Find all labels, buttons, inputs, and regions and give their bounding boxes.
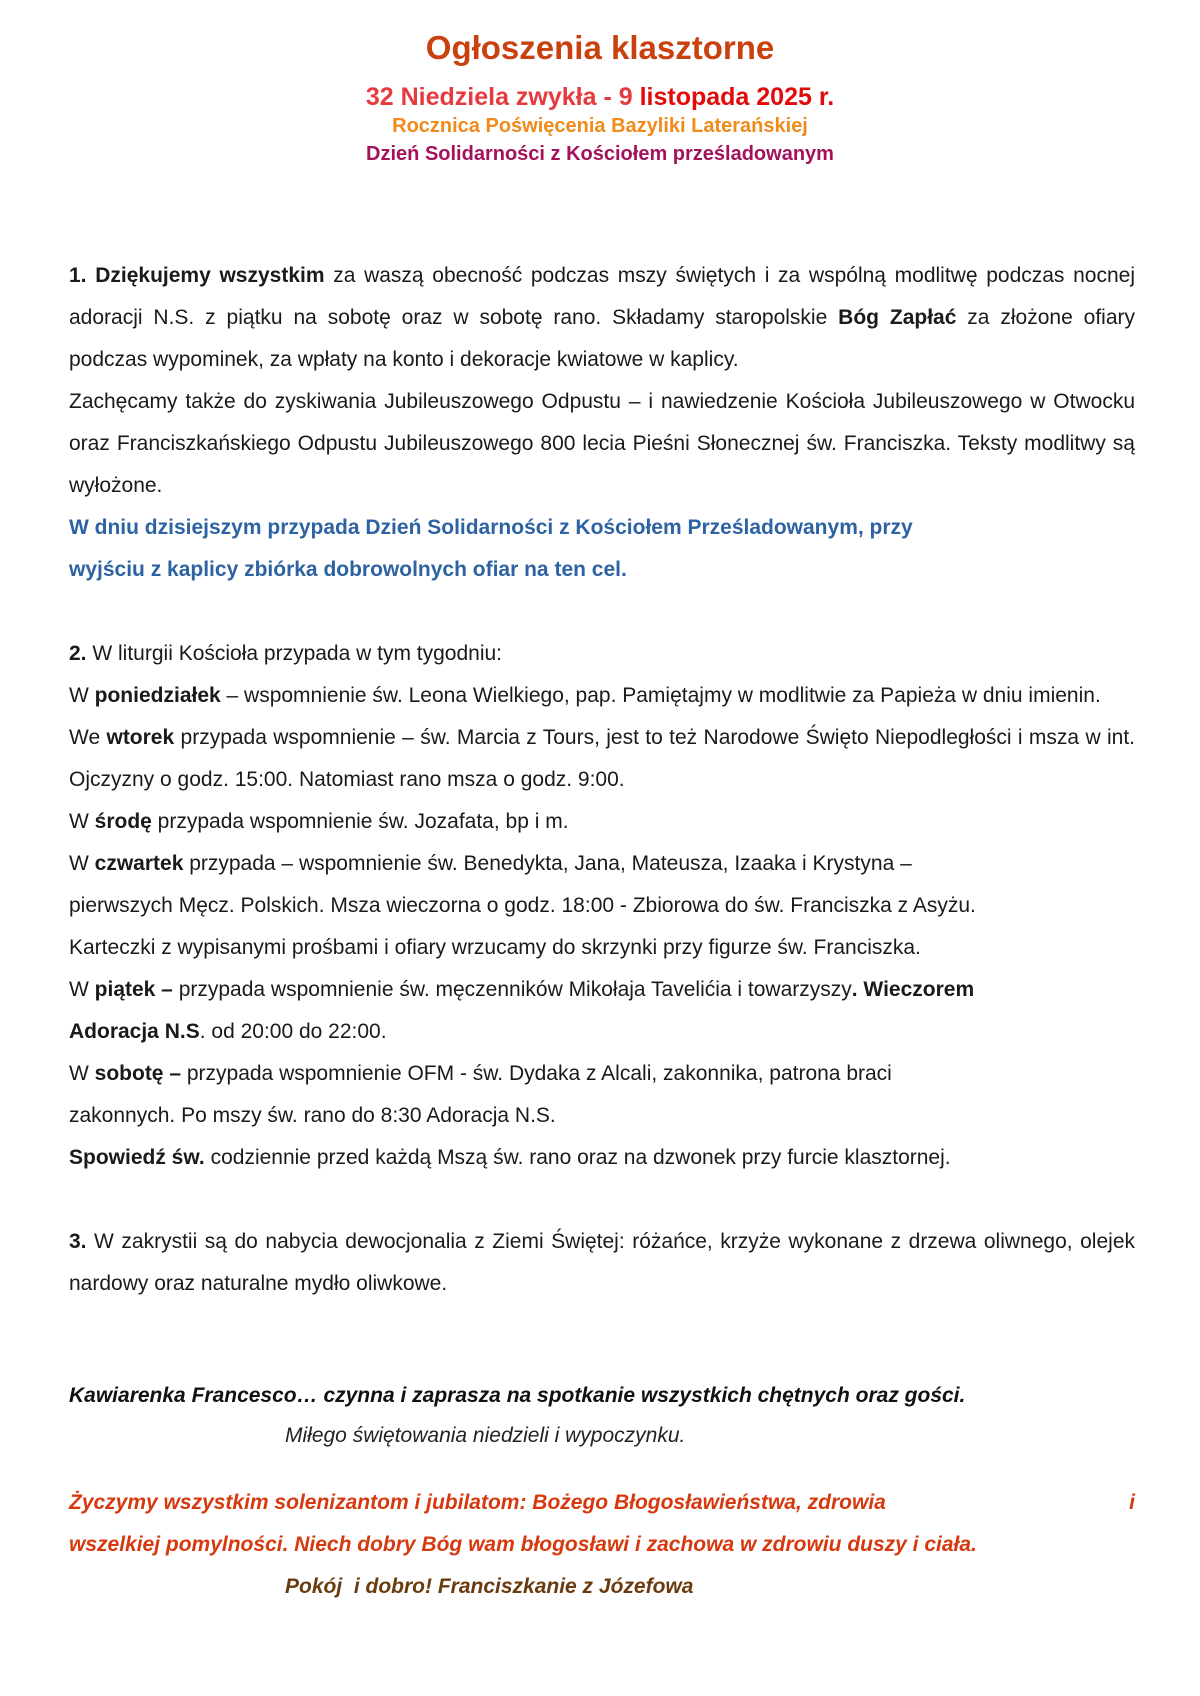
- thanks-heading: Dziękujemy wszystkim: [95, 264, 325, 287]
- adoration-label: Adoracja N.S: [69, 1020, 200, 1043]
- liturgy-intro: W liturgii Kościoła przypada w tym tygodniu:: [86, 642, 503, 665]
- document-title: Ogłoszenia klasztorne: [425, 29, 775, 66]
- confession-label: Spowiedź św.: [69, 1146, 205, 1169]
- thanks-text: za waszą obecność podczas mszy świętych i za wspólną modlitwę podczas nocnej adoracji N.S. z piątku na sobotę oraz w sobotę rano. Składamy staropolskie: [69, 264, 1136, 329]
- friday-evening: . Wieczorem: [851, 978, 975, 1001]
- wishes-line-2: wszelkiej pomylności. Niech dobry Bóg wam błogosławi i zachowa w zdrowiu duszy i ciała.: [69, 1533, 977, 1556]
- day-monday: poniedziałek: [94, 684, 221, 707]
- friday-adoration: [69, 1011, 1135, 1053]
- announcement-2: [69, 633, 1135, 675]
- thursday-text-3: Karteczki z wypisanymi prośbami i ofiary wrzucamy do skrzynki przy figurze św. Franciszka.: [69, 936, 921, 959]
- wishes-text-1: Życzymy wszystkim solenizantom i jubilatom: Bożego Błogosławieństwa, zdrowia: [69, 1491, 886, 1514]
- prefix: W: [69, 978, 95, 1001]
- adoration-time: . od 20:00 do 22:00.: [199, 1020, 387, 1043]
- document-header: [0, 26, 1200, 168]
- wishes-text-1-end: i: [1129, 1491, 1135, 1514]
- thursday-entry: [69, 843, 1135, 885]
- announcement-1: [69, 255, 1135, 381]
- devotionals-text: W zakrystii są do nabycia dewocjonalia z Ziemi Świętej: różańce, krzyże wykonane z drzewa oliwnego, olejek nardowy oraz naturalne mydło oliwkowe.: [69, 1230, 1135, 1295]
- confession-entry: [69, 1137, 1135, 1179]
- wednesday-text: przypada wspomnienie św. Jozafata, bp i m.: [151, 810, 569, 833]
- day-tuesday: wtorek: [106, 726, 175, 749]
- day-wednesday: środę: [94, 810, 152, 833]
- day-saturday: sobotę –: [94, 1062, 182, 1085]
- prefix: W: [69, 852, 95, 875]
- saturday-text-1: przypada wspomnienie OFM - św. Dydaka z Alcali, zakonnika, patrona braci: [181, 1062, 892, 1085]
- sunday-greeting: Miłego świętowania niedzieli i wypoczynku.: [285, 1424, 686, 1447]
- announcement-number: 1.: [69, 264, 87, 287]
- solidarity-day: Dzień Solidarności z Kościołem prześladowanym: [366, 143, 834, 165]
- announcements-body: [69, 255, 1135, 1305]
- jubilee-note: Zachęcamy także do zyskiwania Jubileuszowego Odpustu – i nawiedzenie Kościoła Jubileuszowego w Otwocku oraz Franciszkańskiego Odpustu Jubileuszowego 800 lecia Pieśni Słonecznej św. Franciszka. Teksty modlitwy są wyłożone.: [69, 390, 1135, 497]
- thursday-text-1: przypada – wspomnienie św. Benedykta, Jana, Mateusza, Izaaka i Krystyna –: [183, 852, 912, 875]
- wishes-line-1: [69, 1482, 1135, 1524]
- thursday-text-2: pierwszych Męcz. Polskich. Msza wieczorna o godz. 18:00 - Zbiorowa do św. Franciszka z Asyżu.: [69, 894, 976, 917]
- prefix: We: [69, 726, 107, 749]
- day-friday: piątek –: [94, 978, 173, 1001]
- confession-text: codziennie przed każdą Mszą św. rano oraz na dzwonek przy furcie klasztornej.: [204, 1146, 951, 1169]
- wednesday-entry: [69, 801, 1135, 843]
- announcement-3: [69, 1221, 1135, 1305]
- friday-text: przypada wspomnienie św. męczenników Mikołaja Tavelićia i towarzyszy: [172, 978, 852, 1001]
- cafe-invitation: Kawiarenka Francesco… czynna i zaprasza na spotkanie wszystkich chętnych oraz gości.: [69, 1384, 966, 1407]
- birthday-wishes: [69, 1482, 1135, 1566]
- monday-entry: [69, 675, 1135, 717]
- tuesday-text: przypada wspomnienie – św. Marcia z Tours, jest to też Narodowe Święto Niepodległości i msza w int. Ojczyzny o godz. 15:00. Natomiast rano msza o godz. 9:00.: [69, 726, 1135, 791]
- sunday-date: listopada 2025 r.: [639, 83, 835, 111]
- signature: Pokój i dobro! Franciszkanie z Józefowa: [285, 1575, 694, 1598]
- solidarity-note-line-2: wyjściu z kaplicy zbiórka dobrowolnych ofiar na ten cel.: [69, 558, 627, 581]
- saturday-entry: [69, 1053, 1135, 1095]
- monday-text: – wspomnienie św. Leona Wielkiego, pap. Pamiętajmy w modlitwie za Papieża w dniu imienin.: [220, 684, 1101, 707]
- bog-zaplac: Bóg Zapłać: [838, 306, 957, 329]
- prefix: W: [69, 1062, 95, 1085]
- announcement-number: 3.: [69, 1230, 87, 1253]
- tuesday-entry: [69, 717, 1135, 801]
- saturday-text-2: zakonnych. Po mszy św. rano do 8:30 Adoracja N.S.: [69, 1104, 556, 1127]
- friday-entry: [69, 969, 1135, 1011]
- sunday-date-subtitle: [0, 82, 1200, 112]
- day-thursday: czwartek: [94, 852, 184, 875]
- prefix: W: [69, 810, 95, 833]
- sunday-name: 32 Niedziela zwykła - 9: [365, 83, 640, 111]
- prefix: W: [69, 684, 95, 707]
- announcement-number: 2.: [69, 642, 87, 665]
- thanks-text-2: za złożone ofiary podczas wypominek, za wpłaty na konto i dekoracje kwiatowe w kaplicy.: [69, 306, 1135, 371]
- feast-occasion: Rocznica Poświęcenia Bazyliki Laterańskiej: [392, 115, 808, 137]
- solidarity-note-line-1: W dniu dzisiejszym przypada Dzień Solidarności z Kościołem Prześladowanym, przy: [69, 516, 913, 539]
